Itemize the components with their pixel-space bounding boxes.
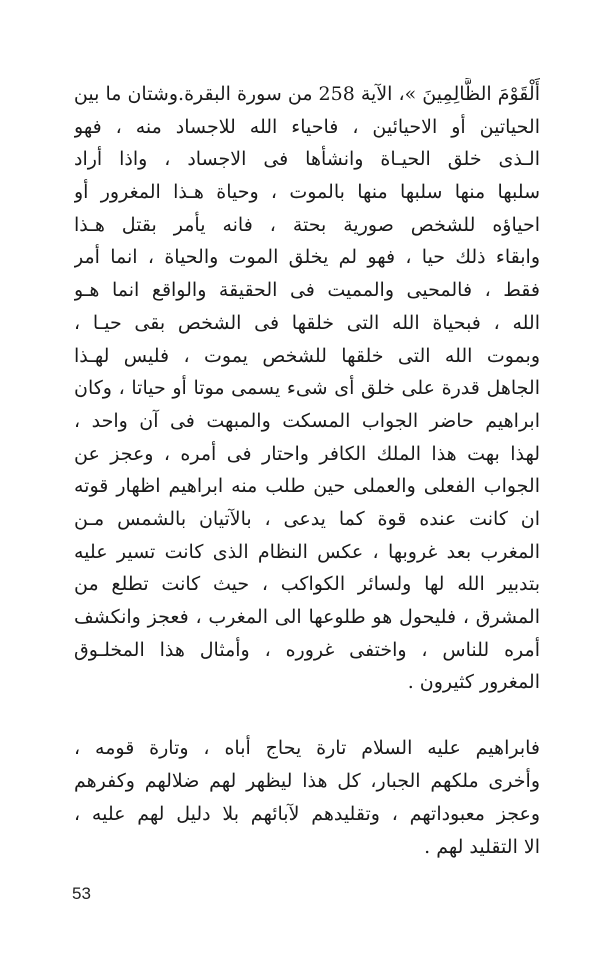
text-line: لهذا بهت هذا الملك الكافر واحتار فى أمره ، وعجز عن [74,442,540,465]
text-line: الحياتين أو الاحيائين ، فاحياء الله للاجساد منه ، فهو [74,115,540,138]
text-line: المغرور كثيرون . [407,671,540,694]
text-line: ان كانت عنده قوة كما يدعى ، بالآتيان بالشمس مـن [74,507,540,530]
text-line: ابراهيم حاضر الجواب المسكت والمبهت فى آن واحد ، [74,409,540,432]
text-line: الجاهل قدرة على خلق أى شىء يسمى موتا أو حياتا ، وكان [74,377,540,400]
text-line: الـذى خلق الحيـاة وانشأها فى الاجساد ، واذا أراد [74,148,540,171]
text-line: أَلْقَوْمَ الظَّالِمِينَ »، الآية 258 من سورة البقرة.وشتان ما بين [74,83,540,105]
text-line: الا التقليد لهم . [424,836,540,858]
text-line: فابراهيم عليه السلام تارة يحاج أباه ، وتارة قومه ، [74,737,540,759]
text-line: احياؤه للشخص صورية بحتة ، فانه يأمر بقتل هـذا [74,213,540,236]
paragraph-1 [74,78,540,699]
text-line: وأخرى ملكهم الجبار، كل هذا ليظهر لهم ضلالهم وكفرهم [74,770,540,792]
text-line: فقط ، فالمحيى والمميت فى الحقيقة والواقع انما هـو [74,279,540,302]
text-line: وعجز معبوداتهم ، وتقليدهم لآبائهم بلا دليل لهم عليه ، [74,803,540,825]
text-line: المغرب بعد غروبها ، عكس النظام الذى كانت تسير عليه [74,540,540,563]
text-line: أمره للناس ، واختفى غروره ، وأمثال هذا المخلـوق [74,638,540,661]
page-number: 53 [72,884,91,903]
text-line: وابقاء ذلك حيا ، فهو لم يخلق الموت والحياة ، انما أمر [74,246,540,269]
text-line: الجواب الفعلى والعملى حين طلب منه ابراهيم اظهار قوته [74,475,540,498]
text-line: بتدبير الله لها ولسائر الكواكب ، حيث كانت تطلع من [74,573,540,596]
text-line: وبموت الله التى خلقها للشخص يموت ، فليس لهـذا [74,344,540,367]
text-line: سلبها منها سلبها منها بالموت ، وحياة هـذا المغرور أو [74,181,540,204]
paragraph-2 [74,732,540,864]
text-line: الله ، فبحياة الله التى خلقها فى الشخص بقى حيـا ، [74,311,540,334]
text-line: المشرق ، فليحول هو طلوعها الى المغرب ، فعجز وانكشف [74,606,540,628]
